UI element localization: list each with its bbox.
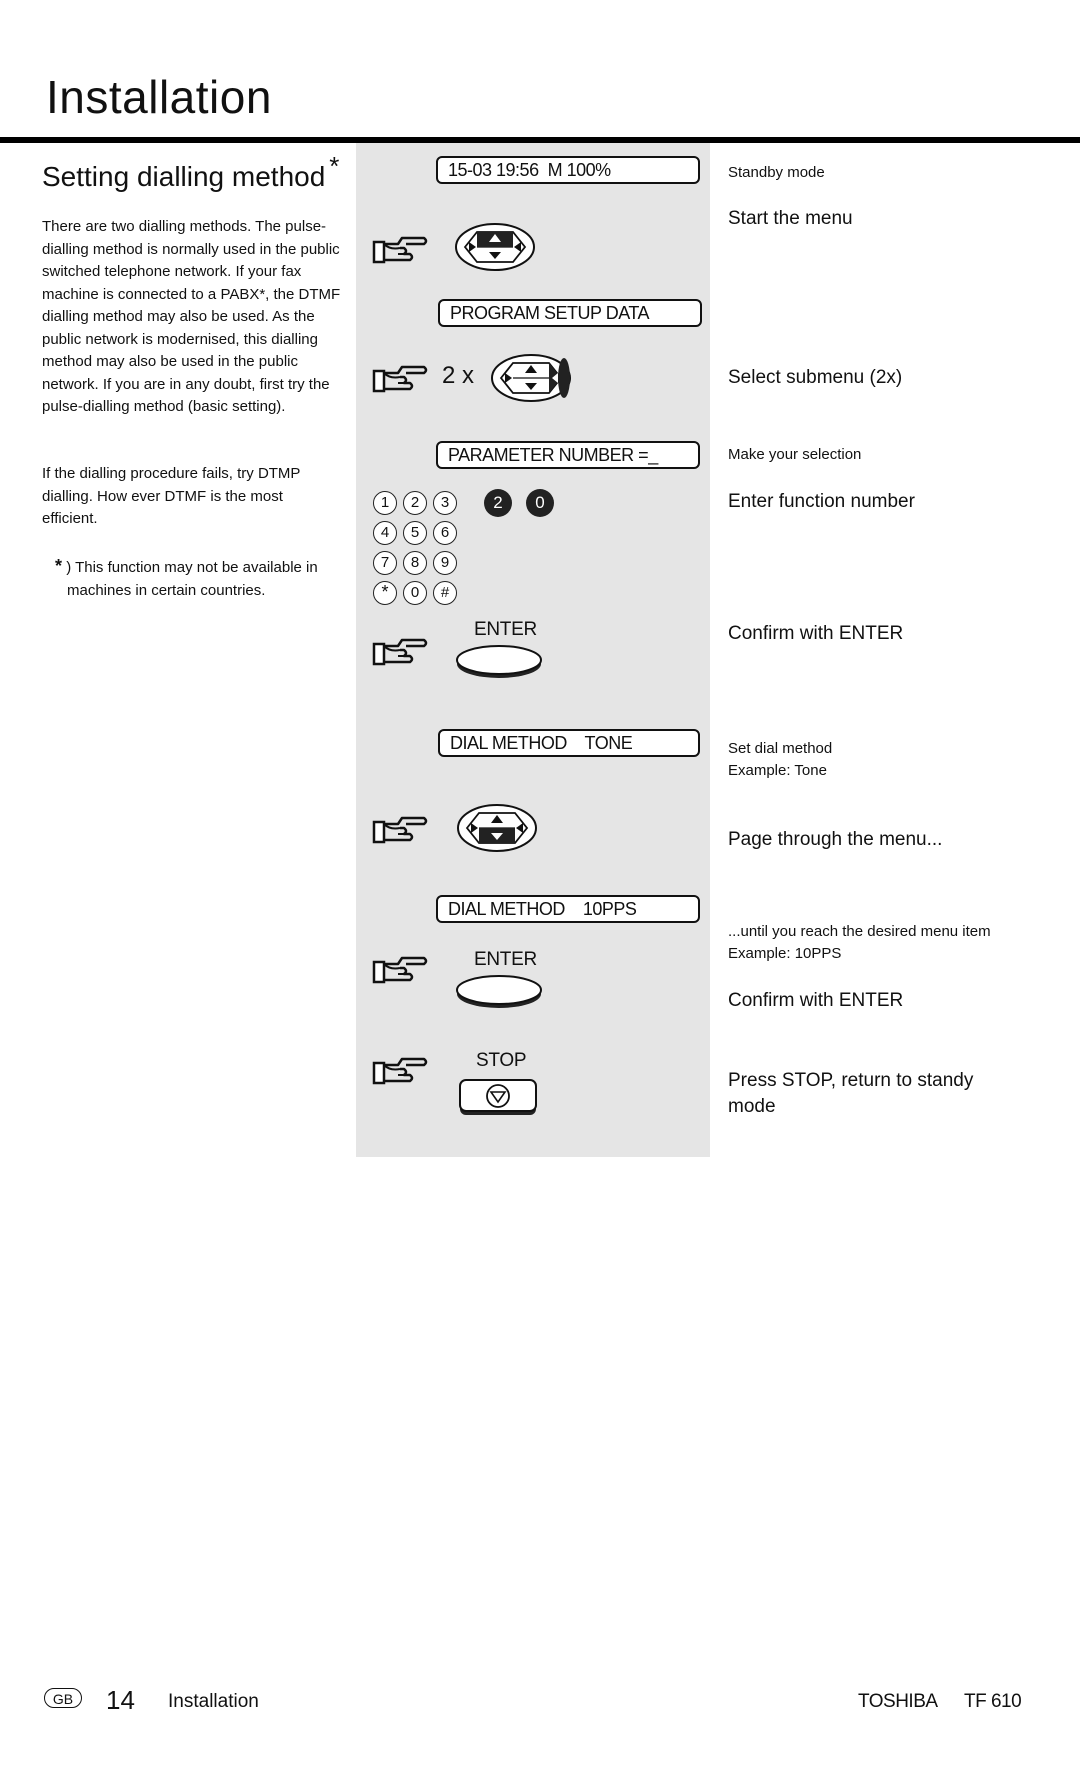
key-4[interactable]: 4 — [373, 521, 397, 545]
pointing-hand-icon — [370, 1053, 428, 1089]
page-title: Installation — [46, 71, 272, 123]
key-6[interactable]: 6 — [433, 521, 457, 545]
section-title — [42, 151, 340, 193]
repeat-count: 2 x — [442, 362, 475, 389]
pointing-hand-icon — [370, 952, 428, 988]
brand-name: TOSHIBA — [858, 1691, 938, 1712]
stop-icon — [487, 1085, 509, 1107]
step-enter-function: Enter function number — [728, 491, 915, 512]
pointing-hand-icon — [370, 634, 428, 670]
pointing-hand-icon — [370, 361, 428, 397]
entered-digit-key: 0 — [526, 489, 554, 517]
key-0[interactable]: 0 — [403, 581, 427, 605]
footnote-mark: * — [55, 556, 63, 576]
step-example-10pps: Example: 10PPS — [728, 945, 842, 962]
intro-paragraph: There are two dialling methods. The pulse-dialling method is normally used in the public switched telephone network. If your fax machine is connected to a PABX*, the DTMF dialling method may also be used. As the public network is modernised, this dialling method may also be used in the public network. If you are in any doubt, first try the pulse-dialling method (basic setting). — [42, 218, 341, 415]
step-confirm-enter: Confirm with ENTER — [728, 623, 904, 644]
step-confirm-enter: Confirm with ENTER — [728, 990, 904, 1011]
pointing-hand-icon — [370, 812, 428, 848]
step-page-through: Page through the menu... — [728, 829, 943, 850]
key-7[interactable]: 7 — [373, 551, 397, 575]
lcd-display-standby: 15-03 19:56 M 100% — [436, 156, 700, 184]
lcd-display-parameter: PARAMETER NUMBER =_ — [436, 441, 700, 469]
navigation-keys-up[interactable] — [454, 222, 536, 272]
pointing-hand-icon — [370, 232, 428, 268]
navigation-keys-right[interactable] — [490, 353, 572, 403]
lcd-display-dial-10pps: DIAL METHOD 10PPS — [436, 895, 700, 923]
asterisk-mark: * — [329, 151, 340, 181]
step-press-stop: Press STOP, return to standy — [728, 1070, 974, 1091]
lcd-display-dial-tone: DIAL METHOD TONE — [438, 729, 700, 757]
step-example-tone: Example: Tone — [728, 762, 827, 779]
country-badge: GB — [44, 1688, 82, 1708]
enter-label: ENTER — [474, 619, 537, 640]
step-make-selection: Make your selection — [728, 446, 862, 463]
enter-button[interactable] — [455, 972, 543, 1010]
page-number: 14 — [106, 1685, 135, 1715]
key-5[interactable]: 5 — [403, 521, 427, 545]
enter-label: ENTER — [474, 949, 537, 970]
step-set-dial-method: Set dial method — [728, 740, 833, 757]
section-title-text: Setting dialling method — [42, 161, 326, 192]
key-9[interactable]: 9 — [433, 551, 457, 575]
key-3[interactable]: 3 — [433, 491, 457, 515]
key-8[interactable]: 8 — [403, 551, 427, 575]
footer-section: Installation — [168, 1691, 259, 1712]
step-until-reach: ...until you reach the desired menu item — [728, 923, 991, 940]
entered-digit-key: 2 — [484, 489, 512, 517]
stop-label: STOP — [476, 1050, 527, 1071]
key-2[interactable]: 2 — [403, 491, 427, 515]
lcd-display-program: PROGRAM SETUP DATA — [438, 299, 702, 327]
footnote-text: ) This function may not be available in machines in certain countries. — [66, 559, 318, 599]
step-select-submenu: Select submenu (2x) — [728, 367, 903, 388]
step-start-menu: Start the menu — [728, 208, 853, 229]
failure-paragraph: If the dialling procedure fails, try DTMP dialling. How ever DTMF is the most efficient. — [42, 465, 301, 527]
step-standby: Standby mode — [728, 164, 825, 181]
navigation-keys-down[interactable] — [456, 803, 538, 853]
key-star[interactable]: * — [373, 581, 397, 605]
stop-button[interactable] — [458, 1079, 538, 1117]
step-press-stop-cont: mode — [728, 1096, 776, 1117]
key-1[interactable]: 1 — [373, 491, 397, 515]
key-hash[interactable]: # — [433, 581, 457, 605]
footnote — [42, 555, 342, 602]
model-name: TF 610 — [964, 1691, 1022, 1712]
enter-button[interactable] — [455, 642, 543, 680]
